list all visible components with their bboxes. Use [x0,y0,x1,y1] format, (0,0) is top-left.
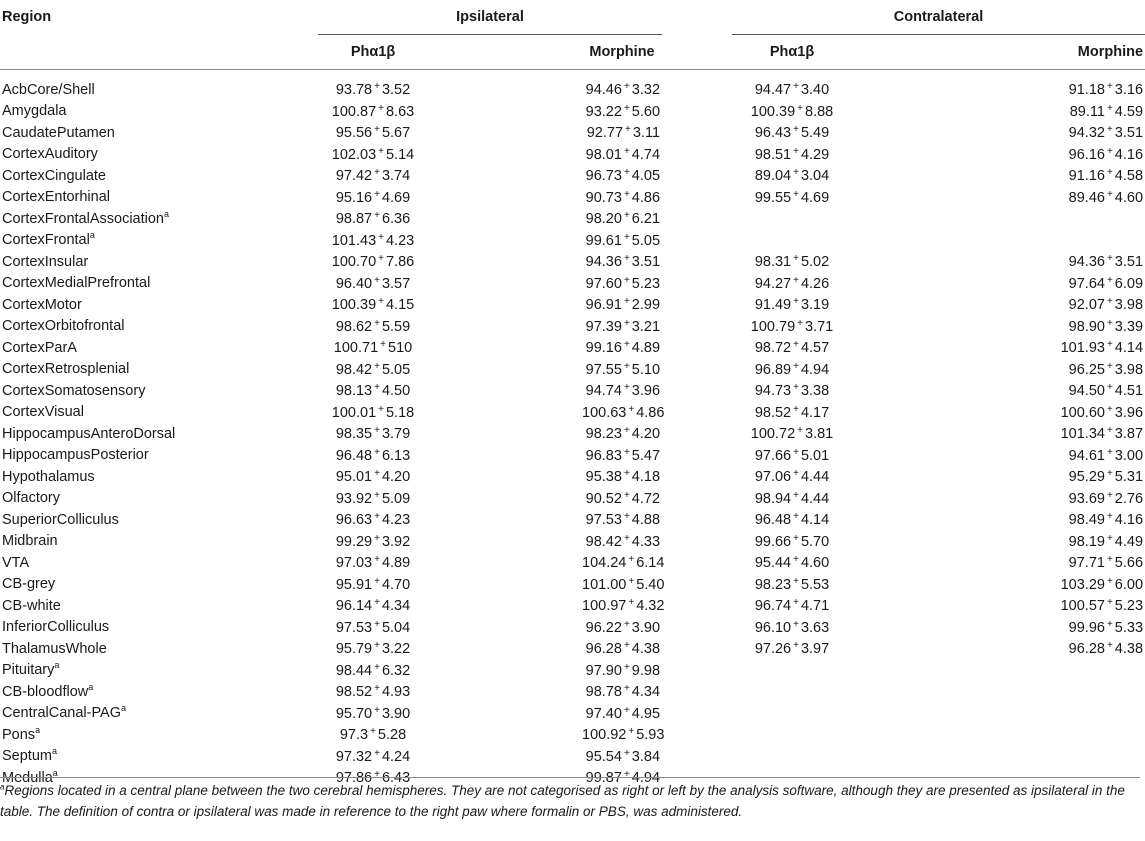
value-ip-pha: 93.92 + 5.09 [335,489,411,507]
region-name: AcbCore/Shell [2,81,95,98]
table-row [0,337,1145,359]
region-name: CB-white [2,597,61,614]
value-ct-pha: 99.55 + 4.69 [754,188,830,206]
value-ip-mor: 95.38 + 4.18 [585,468,661,486]
table-row [0,316,1145,338]
value-ip-pha: 95.79 + 3.22 [335,640,411,658]
region-name: InferiorColliculus [2,619,110,636]
value-ip-mor: 97.40 + 4.95 [585,704,661,722]
header-ip-pha1b: Phα1β [350,44,396,60]
value-ip-mor: 97.90 + 9.98 [585,661,661,679]
value-ct-pha: 100.72 + 3.81 [750,425,834,443]
value-ip-pha: 99.29 + 3.92 [335,532,411,550]
value-ip-mor: 90.73 + 4.86 [585,188,661,206]
value-ct-mor: 91.18 + 3.16 [1068,81,1144,99]
value-ip-pha: 98.87 + 6.36 [335,210,411,228]
value-ip-pha: 100.70 + 7.86 [331,253,415,271]
value-ip-pha: 98.62 + 5.59 [335,317,411,335]
value-ip-pha: 96.40 + 3.57 [335,274,411,292]
value-ip-pha: 98.13 + 4.50 [335,382,411,400]
value-ip-mor: 96.22 + 3.90 [585,618,661,636]
region-name: Olfactory [2,490,61,507]
value-ct-mor: 94.50 + 4.51 [1068,382,1144,400]
table-row [0,144,1145,166]
region-name: SuperiorColliculus [2,511,119,528]
value-ct-pha: 100.39 + 8.88 [750,102,834,120]
value-ct-pha: 95.44 + 4.60 [754,554,830,572]
value-ct-pha [732,208,852,230]
footnote-ref: a [89,230,95,241]
value-ip-pha: 97.53 + 5.04 [335,618,411,636]
region-name: CortexFrontalAssociation$^a$ [2,208,170,227]
value-ct-pha [732,724,852,746]
value-ct-mor: 92.07 + 3.98 [1068,296,1144,314]
value-ct-mor: 101.34 + 3.87 [1060,425,1144,443]
value-ip-mor: 99.87 + 4.94 [585,769,661,787]
value-ct-pha: 96.10 + 3.63 [754,618,830,636]
footnote-ref: a [52,767,58,778]
table-row [0,595,1145,617]
table-row [0,230,1145,252]
region-name: Pituitary$^a$ [2,660,60,679]
value-ip-pha: 100.39 + 4.15 [331,296,415,314]
footnote-ref: a [88,681,94,692]
table-row [0,509,1145,531]
table-row [0,466,1145,488]
table-row [0,552,1145,574]
table-row [0,574,1145,596]
table-row [0,681,1145,703]
value-ip-pha: 95.91 + 4.70 [335,575,411,593]
table-row [0,294,1145,316]
value-ct-mor: 94.36 + 3.51 [1068,253,1144,271]
value-ip-mor: 93.22 + 5.60 [585,102,661,120]
value-ip-mor: 98.78 + 4.34 [585,683,661,701]
value-ip-pha: 100.87 + 8.63 [331,102,415,120]
table-row [0,660,1145,682]
value-ip-pha: 95.70 + 3.90 [335,704,411,722]
region-name: CentralCanal-PAG$^a$ [2,703,127,722]
value-ct-mor: 98.90 + 3.39 [1068,317,1144,335]
value-ct-pha: 94.27 + 4.26 [754,274,830,292]
value-ct-mor: 98.49 + 4.16 [1068,511,1144,529]
value-ip-pha: 97.32 + 4.24 [335,747,411,765]
table-row [0,101,1145,123]
value-ct-mor: 99.96 + 5.33 [1068,618,1144,636]
value-ct-mor: 89.46 + 4.60 [1068,188,1144,206]
footnote-ref: a [164,208,170,219]
table-row [0,488,1145,510]
value-ip-mor: 92.77 + 3.11 [586,124,661,142]
value-ct-mor [995,230,1145,252]
region-name: CortexOrbitofrontal [2,318,125,335]
value-ip-pha: 98.44 + 6.32 [335,661,411,679]
value-ct-mor: 98.19 + 4.49 [1068,532,1144,550]
value-ct-pha: 96.48 + 4.14 [754,511,830,529]
table-header [0,0,1145,70]
value-ip-mor: 100.63 + 4.86 [582,403,665,421]
value-ct-pha: 98.23 + 5.53 [754,575,830,593]
value-ip-pha: 100.71 + 510 [333,339,413,357]
header-ct-pha1b: Phα1β [769,44,815,60]
value-ct-pha: 97.66 + 5.01 [754,446,830,464]
value-ct-mor: 100.60 + 3.96 [1060,403,1144,421]
value-ip-pha: 98.52 + 4.93 [335,683,411,701]
region-name: VTA [2,554,30,571]
footnote-ref: a [54,660,60,671]
header-region: Region [2,9,52,26]
value-ip-pha: 101.43 + 4.23 [331,231,415,249]
value-ip-mor: 97.60 + 5.23 [585,274,661,292]
table-row [0,208,1145,230]
value-ct-pha: 97.06 + 4.44 [754,468,830,486]
value-ip-mor: 95.54 + 3.84 [585,747,661,765]
value-ip-mor: 96.91 + 2.99 [585,296,661,314]
footnote-ref: a [35,724,41,735]
value-ip-mor: 90.52 + 4.72 [585,489,661,507]
value-ip-mor: 96.83 + 5.47 [585,446,661,464]
region-name: CortexVisual [2,404,84,421]
region-name: CortexMedialPrefrontal [2,275,151,292]
value-ip-pha: 96.14 + 4.34 [335,597,411,615]
value-ip-mor: 94.74 + 3.96 [585,382,661,400]
table-row [0,746,1145,768]
table-row [0,402,1145,424]
table-row [0,423,1145,445]
region-name: ThalamusWhole [2,640,107,657]
value-ip-pha: 96.48 + 6.13 [335,446,411,464]
value-ct-mor: 89.11 + 4.59 [1069,102,1144,120]
region-name: Pons$^a$ [2,724,41,743]
value-ct-mor [995,681,1145,703]
value-ct-mor: 97.64 + 6.09 [1068,274,1144,292]
value-ct-pha [732,230,852,252]
value-ct-mor: 96.25 + 3.98 [1068,360,1144,378]
region-name: Amygdala [2,103,67,120]
value-ct-pha: 96.89 + 4.94 [754,360,830,378]
region-name: CortexParA [2,339,77,356]
header-ct-morphine: Morphine [1077,44,1144,60]
table-row [0,638,1145,660]
table-row [0,445,1145,467]
table-row [0,531,1145,553]
value-ip-mor: 100.97 + 4.32 [582,597,665,615]
table-row [0,165,1145,187]
region-name: CB-bloodflow$^a$ [2,681,94,700]
value-ip-pha: 96.63 + 4.23 [335,511,411,529]
value-ip-mor: 99.16 + 4.89 [585,339,661,357]
footnote [0,777,1140,822]
value-ip-pha: 97.3 + 5.28 [339,726,407,744]
value-ct-pha [732,660,852,682]
region-name: CortexCingulate [2,167,106,184]
table-row [0,380,1145,402]
footnote-marker: a [0,782,5,792]
table-row [0,724,1145,746]
value-ct-mor: 93.69 + 2.76 [1068,489,1144,507]
value-ct-mor: 94.61 + 3.00 [1068,446,1144,464]
table-row [0,251,1145,273]
value-ct-pha: 98.51 + 4.29 [754,145,830,163]
value-ct-mor: 97.71 + 5.66 [1068,554,1144,572]
header-contralateral: Contralateral [732,0,1145,35]
region-name: CB-grey [2,576,56,593]
value-ct-pha: 94.73 + 3.38 [754,382,830,400]
region-name: CortexRetrosplenial [2,361,130,378]
value-ct-mor: 101.93 + 4.14 [1060,339,1144,357]
value-ip-mor: 101.00 + 5.40 [582,575,665,593]
value-ip-pha: 97.03 + 4.89 [335,554,411,572]
value-ip-pha: 102.03 + 5.14 [331,145,415,163]
value-ip-pha: 95.56 + 5.67 [335,124,411,142]
value-ip-mor: 97.39 + 3.21 [585,317,661,335]
table-row [0,703,1145,725]
value-ct-pha [732,703,852,725]
value-ip-pha: 95.16 + 4.69 [335,188,411,206]
footnote-ref: a [121,703,127,714]
region-name: Medulla$^a$ [2,767,58,786]
value-ip-pha: 97.86 + 6.43 [335,769,411,787]
table-row [0,122,1145,144]
region-name: Septum$^a$ [2,746,57,765]
value-ct-mor: 103.29 + 6.00 [1060,575,1144,593]
value-ip-mor: 99.61 + 5.05 [585,231,661,249]
footnote-ref: a [51,746,57,757]
value-ct-mor: 95.29 + 5.31 [1068,468,1144,486]
value-ct-mor [995,703,1145,725]
value-ip-mor: 104.24 + 6.14 [582,554,665,572]
value-ct-pha: 96.43 + 5.49 [754,124,830,142]
value-ct-mor: 100.57 + 5.23 [1060,597,1144,615]
value-ip-mor: 98.20 + 6.21 [585,210,661,228]
region-name: HippocampusAnteroDorsal [2,425,176,442]
value-ct-pha: 89.04 + 3.04 [754,167,830,185]
region-name: Midbrain [2,533,58,550]
value-ct-pha [732,681,852,703]
table-row [0,187,1145,209]
table-row [0,359,1145,381]
region-name: CortexSomatosensory [2,382,146,399]
value-ct-pha: 99.66 + 5.70 [754,532,830,550]
footnote-text: Regions located in a central plane between the two cerebral hemispheres. They are not categorised as right or left by the analysis software, although they are presented as ipsilateral in the table. The definition of contra or ipsilateral was made in reference to the right paw where formalin or PBS, was administered. [0,783,1125,819]
value-ct-pha: 98.94 + 4.44 [754,489,830,507]
value-ip-mor: 94.36 + 3.51 [585,253,661,271]
region-name: Hypothalamus [2,468,95,485]
region-name: CortexEntorhinal [2,189,110,206]
region-name: CortexInsular [2,253,89,270]
value-ct-mor: 96.28 + 4.38 [1068,640,1144,658]
value-ct-mor [995,660,1145,682]
value-ct-pha: 100.79 + 3.71 [750,317,834,335]
value-ct-mor: 91.16 + 4.58 [1068,167,1144,185]
value-ct-pha: 98.52 + 4.17 [754,403,830,421]
value-ip-mor: 100.92 + 5.93 [582,726,665,744]
table-body [0,70,1145,789]
value-ct-pha: 91.49 + 3.19 [754,296,830,314]
value-ct-pha [732,746,852,768]
value-ip-mor: 97.55 + 5.10 [585,360,661,378]
value-ip-mor: 98.23 + 4.20 [585,425,661,443]
table-row [0,70,1145,101]
header-ipsilateral: Ipsilateral [318,0,662,35]
table-row [0,617,1145,639]
header-ip-morphine: Morphine [589,44,655,60]
value-ip-mor: 97.53 + 4.88 [585,511,661,529]
value-ip-mor: 96.28 + 4.38 [585,640,661,658]
value-ip-mor: 98.42 + 4.33 [585,532,661,550]
value-ip-pha: 97.42 + 3.74 [335,167,411,185]
value-ct-pha: 94.47 + 3.40 [754,81,830,99]
value-ct-mor: 96.16 + 4.16 [1068,145,1144,163]
region-name: CortexAuditory [2,146,98,163]
value-ct-pha: 97.26 + 3.97 [754,640,830,658]
value-ct-mor [995,724,1145,746]
value-ip-pha: 95.01 + 4.20 [335,468,411,486]
value-ip-pha: 98.35 + 3.79 [335,425,411,443]
region-name: HippocampusPosterior [2,447,149,464]
region-name: CortexFrontal$^a$ [2,230,95,249]
region-name: CortexMotor [2,296,82,313]
value-ip-pha: 98.42 + 5.05 [335,360,411,378]
region-name: CaudatePutamen [2,124,115,141]
value-ip-mor: 98.01 + 4.74 [585,145,661,163]
value-ct-pha: 96.74 + 4.71 [754,597,830,615]
value-ip-mor: 94.46 + 3.32 [585,81,661,99]
value-ip-mor: 96.73 + 4.05 [585,167,661,185]
value-ip-pha: 93.78 + 3.52 [335,81,411,99]
value-ct-mor [995,208,1145,230]
table-row [0,273,1145,295]
value-ct-pha: 98.31 + 5.02 [754,253,830,271]
value-ct-mor: 94.32 + 3.51 [1068,124,1144,142]
value-ip-pha: 100.01 + 5.18 [331,403,415,421]
value-ct-pha: 98.72 + 4.57 [754,339,830,357]
value-ct-mor [995,746,1145,768]
